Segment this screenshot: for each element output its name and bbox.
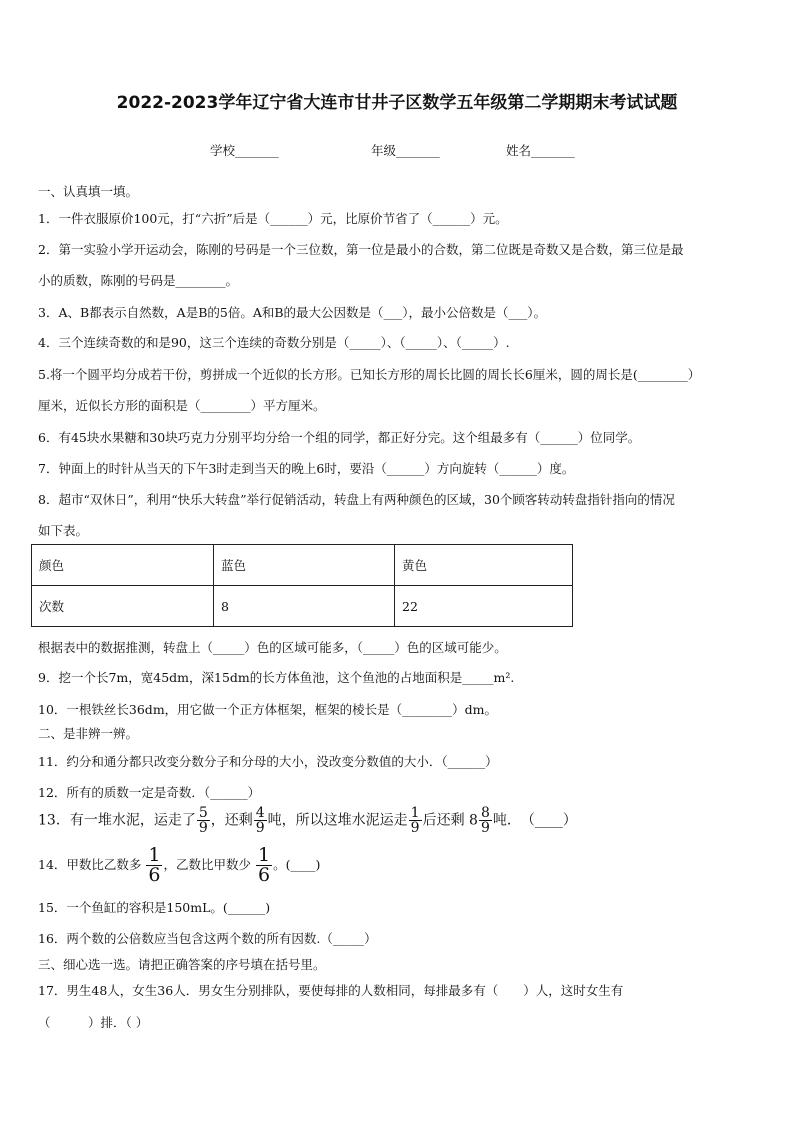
question-1: 1．一件衣服原价100元，打“六折”后是（______）元，比原价节省了（______）元。 <box>38 211 508 226</box>
question-11: 11．约分和通分都只改变分数分子和分母的大小，没改变分数值的大小．（______） <box>38 754 498 769</box>
question-5-line-1: 5.将一个圆平均分成若干份，剪拼成一个近似的长方形。已知长方形的周长比圆的周长长6厘米，圆的周长是(________） <box>38 367 701 382</box>
table-row <box>32 545 573 586</box>
q13-text: ，还剩 <box>210 812 253 829</box>
q14-text: 。(____) <box>273 857 321 872</box>
question-4: 4．三个连续奇数的和是90，这三个连续的奇数分别是（_____）、（_____）、（_____）. <box>38 335 510 350</box>
section-multiple-choice: 三、细心选一选。请把正确答案的序号填在括号里。 <box>38 957 326 972</box>
section-true-false: 二、是非辨一辨。 <box>38 726 139 741</box>
question-14 <box>38 846 320 885</box>
question-2-line-1: 2．第一实验小学开运动会，陈刚的号码是一个三位数，第一位是最小的合数，第二位既是奇数又是合数，第三位是最 <box>38 242 684 257</box>
table-header-cell: 颜色 <box>32 545 214 586</box>
fraction: $\frac{1}{6}$ <box>148 844 161 886</box>
table-cell: 次数 <box>32 586 214 627</box>
spinner-table <box>31 544 573 627</box>
question-6: 6．有45块水果糖和30块巧克力分别平均分给一个组的同学，都正好分完。这个组最多有（______）位同学。 <box>38 430 641 445</box>
grade-field[interactable]: 年级_______ <box>371 143 440 158</box>
q13-text: 后还剩 8 <box>422 812 478 829</box>
fraction: $\frac{4}{9}$ <box>255 805 265 836</box>
q14-text: 14．甲数比乙数多 <box>38 857 142 872</box>
school-field[interactable]: 学校_______ <box>210 143 279 158</box>
question-15: 15．一个鱼缸的容积是150mL。(______) <box>38 900 271 915</box>
question-5-line-2: 厘米，近似长方形的面积是（________）平方厘米。 <box>38 398 326 413</box>
question-8-line-3: 根据表中的数据推测，转盘上（_____）色的区域可能多，（_____）色的区域可能少。 <box>38 640 507 655</box>
fraction: $\frac{8}{9}$ <box>480 805 490 836</box>
q13-text: 吨． （____） <box>492 812 577 829</box>
q13-text: 吨，所以这堆水泥运走 <box>267 812 408 829</box>
question-8-line-1: 8．超市“双休日”，利用“快乐大转盘”举行促销活动，转盘上有两种颜色的区域，30个顾客转动转盘指针指向的情况 <box>38 492 675 507</box>
question-13 <box>38 806 577 835</box>
question-3: 3．A、B都表示自然数，A是B的5倍。A和B的最大公因数是（___），最小公倍数是（___）。 <box>38 305 547 320</box>
question-12: 12．所有的质数一定是奇数．（______） <box>38 785 261 800</box>
table-cell: 8 <box>214 586 395 627</box>
question-16: 16．两个数的公倍数应当包含这两个数的所有因数.（_____） <box>38 931 377 946</box>
exam-title: 2022-2023学年辽宁省大连市甘井子区数学五年级第二学期期末考试试题 <box>116 93 678 113</box>
fraction: $\frac{1}{9}$ <box>410 805 420 836</box>
fraction: $\frac{1}{6}$ <box>257 844 271 886</box>
q13-text: 13．有一堆水泥，运走了 <box>38 812 196 829</box>
question-9: 9．挖一个长7m，宽45dm，深15dm的长方体鱼池，这个鱼池的占地面积是_____m². <box>38 670 515 685</box>
question-17-line-2: （ ）排．（ ） <box>38 1015 149 1030</box>
question-7: 7．钟面上的时针从当天的下午3时走到当天的晚上6时，要沿（______）方向旋转（______）度。 <box>38 461 575 476</box>
table-cell: 22 <box>395 586 573 627</box>
question-17-line-1: 17．男生48人，女生36人．男女生分别排队，要使每排的人数相同，每排最多有（ ）人，这时女生有 <box>38 983 624 998</box>
table-row <box>32 586 573 627</box>
question-10: 10．一根铁丝长36dm，用它做一个正方体框架，框架的棱长是（________）dm。 <box>38 702 498 717</box>
question-2-line-2: 小的质数，陈刚的号码是________。 <box>38 273 239 288</box>
q14-text: ，乙数比甲数少 <box>163 857 251 872</box>
table-header-cell: 蓝色 <box>214 545 395 586</box>
question-8-line-2: 如下表。 <box>38 523 89 538</box>
section-fill-in: 一、认真填一填。 <box>38 184 139 199</box>
name-field[interactable]: 姓名_______ <box>506 143 575 158</box>
table-header-cell: 黄色 <box>395 545 573 586</box>
fraction: $\frac{5}{9}$ <box>198 805 208 836</box>
